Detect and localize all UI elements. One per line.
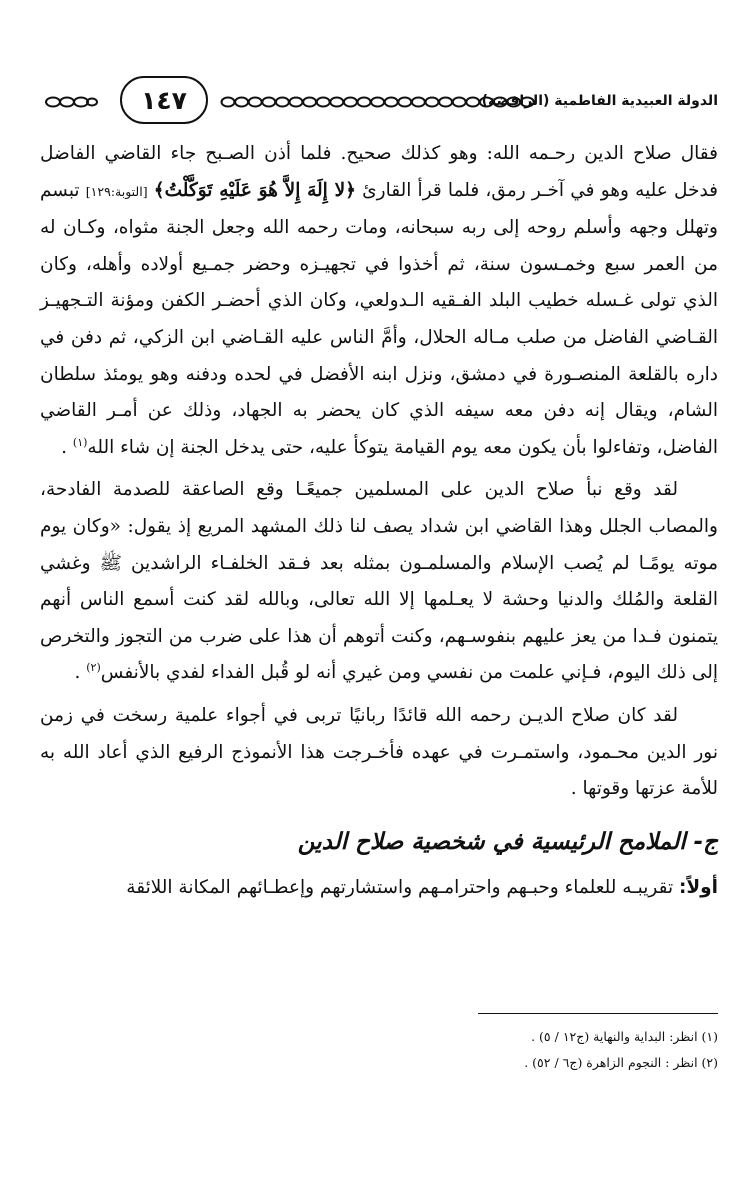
running-title: الدولة العبيدية الفاطمية (الرافضة)	[481, 93, 718, 109]
header-ornament-left	[44, 96, 100, 108]
paragraph-2-text: لقد وقع نبأ صلاح الدين على المسلمين جميعًـا وقع الصاعقة للصدمة الفادحة، والمصاب الجلل وهذا القاضي ابن شداد يصف لنا ذلك المشهد المريع إذ يقول: «وكان يوم موته يومًـا لم يُصب الإسلام والمسلمـون بمثله بعد فـقد الخلفـاء الراشدين ﷺ وغشي القلعة والمُلك والدنيا وحشة لا يعـلمها إلا الله تعالى، وبالله لقد كنت أسمع الناس أنهم يتمنون فـدا من يعز عليهم بنفوسـهم، وكنت أتوهم أن هذا على ضرب من التجوز والتخرص إلى ذلك اليوم، فـإني علمت من نفسي ومن غيري أنه لو قُبل الفداء لفدي بالأنفس	[40, 479, 718, 684]
page-number-badge: ١٤٧	[120, 76, 208, 124]
paragraph-3-text: لقد كان صلاح الديـن رحمه الله قائدًا ربانيًا تربى في أجواء علمية رسخت في زمن نور الدين محـمود، واستمـرت في عهده فأخـرجت هذا الأنموذج الرفيع الذي أعاد الله به للأمة عزتها وقوتها .	[40, 704, 718, 800]
paragraph-2	[40, 472, 718, 692]
paragraph-1-text-b: تبسم وتهلل وجهه وأسلم روحه إلى ربه سبحانه، ومات رحمه الله وجعل الجنة مثواه، وكـان له من العمر سبع وخمـسون سنة، ثم أخذوا في تجهيـزه وحضر جمـيع أولاده وأهله، وكان الذي تولى غـسله خطيب البلد الفـقيه الـدولعي، وكان الذي أحضـر الكفن ومؤنة التـجهيـز القـاضي الفاضل من صلب مـاله الحلال، وأمَّ الناس عليه القـاضي ابن الزكي، ثم دفن في داره بالقلعة المنصـورة في دمشق، ونزل ابنه الأفضل في لحده ودفنه وهو يومئذ سلطان الشام، ويقال إنه دفن معه سيفه الذي كان يحضر به الجهاد، وذلك عن أمـر القاضي الفاضل، وتفاءلوا بأن يكون معه يوم القيامة يتوكأ عليه، حتى يدخل الجنة إن شاء الله	[40, 179, 718, 458]
footnote-ref-1: (١)	[72, 435, 88, 449]
paragraph-1-text-a: فقال صلاح الدين رحـمه الله: وهو كذلك صحيح. فلما أذن الصـبح جاء القاضي الفاضل فدخل عليه وهو في آخـر رمق، فلما قرأ القارئ	[40, 143, 719, 201]
point-text: تقريبـه للعلماء وحبـهم واحترامـهم واستشارتهم وإعطـائهم المكانة اللائقة	[126, 876, 679, 898]
footnotes	[40, 1024, 718, 1076]
paragraph-1-end: .	[61, 436, 73, 458]
quran-verse: ﴿لا إِلَهَ إِلاَّ هُوَ عَلَيْهِ تَوَكَّلْتُ﴾	[153, 179, 356, 201]
running-header	[40, 74, 718, 130]
paragraph-2-end: .	[74, 662, 87, 684]
paragraph-4	[40, 870, 718, 907]
verse-citation: [التوبة:١٢٩]	[85, 183, 148, 199]
footnote-separator	[478, 1013, 718, 1014]
paragraph-1	[40, 136, 718, 466]
main-text	[40, 136, 718, 912]
paragraph-3	[40, 698, 718, 808]
footnote-2: (٢) انظر : النجوم الزاهرة (ج٦ / ٥٢) .	[524, 1055, 718, 1070]
footnote-1: (١) انظر: البداية والنهاية (ج١٢ / ٥) .	[531, 1029, 718, 1044]
section-heading: ج- الملامح الرئيسية في شخصية صلاح الدين	[297, 828, 718, 855]
point-label: أولاً:	[678, 876, 718, 898]
footnote-ref-2: (٢)	[86, 661, 101, 675]
